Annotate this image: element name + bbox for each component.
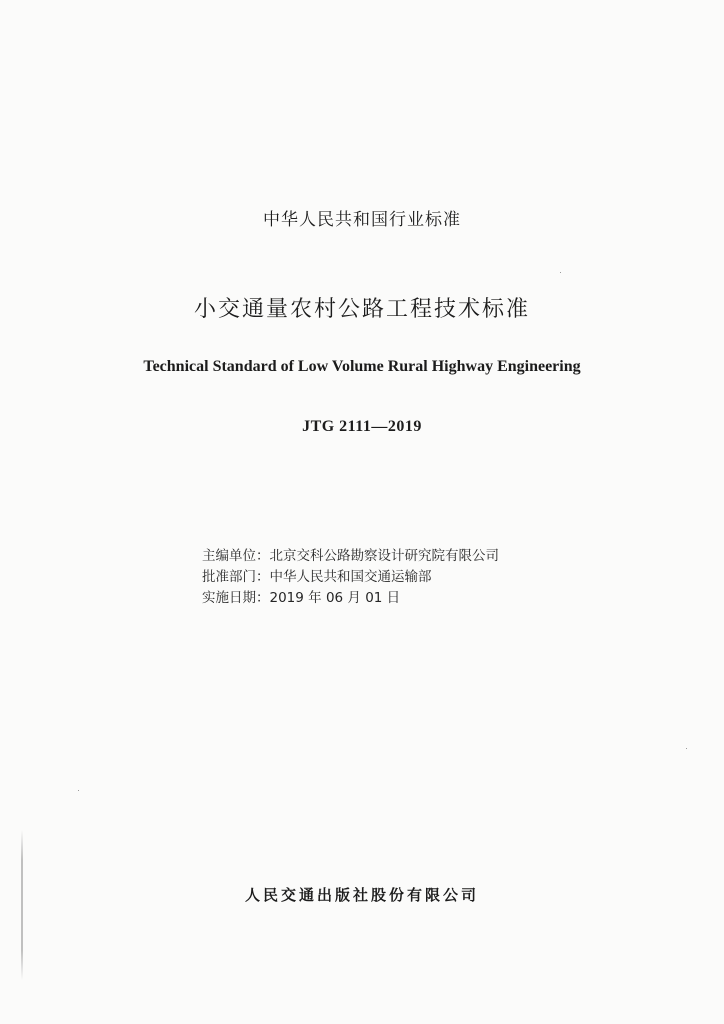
scan-speck bbox=[560, 272, 561, 273]
info-row-effective-date bbox=[202, 588, 499, 609]
standard-category: 中华人民共和国行业标准 bbox=[263, 210, 461, 230]
standard-code: JTG 2111—2019 bbox=[302, 418, 422, 435]
scan-edge-mark bbox=[21, 830, 23, 980]
info-row-editor bbox=[202, 546, 499, 567]
info-label: 主编单位： bbox=[202, 548, 270, 564]
info-row-approver bbox=[202, 567, 499, 588]
info-value: 2019 年 06 月 01 日 bbox=[269, 590, 401, 606]
publisher-name: 人民交通出版社股份有限公司 bbox=[244, 886, 479, 904]
info-block bbox=[202, 546, 499, 609]
info-label: 实施日期： bbox=[202, 590, 270, 606]
info-value: 北京交科公路勘察设计研究院有限公司 bbox=[269, 548, 499, 564]
scan-speck bbox=[686, 748, 687, 749]
info-value: 中华人民共和国交通运输部 bbox=[269, 569, 432, 585]
scan-speck bbox=[78, 790, 79, 791]
title-english: Technical Standard of Low Volume Rural Highway Engineering bbox=[143, 358, 581, 375]
info-label: 批准部门： bbox=[202, 569, 270, 585]
title-chinese: 小交通量农村公路工程技术标准 bbox=[193, 297, 530, 322]
